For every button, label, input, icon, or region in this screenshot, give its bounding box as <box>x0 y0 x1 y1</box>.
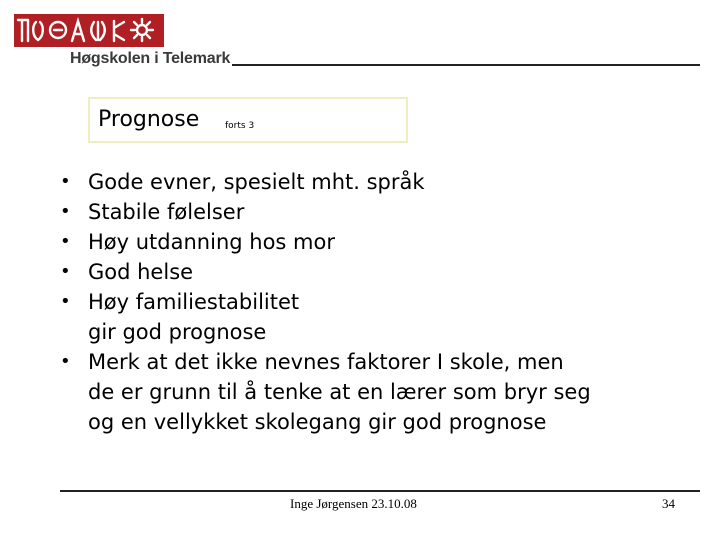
bullet-icon: • <box>60 261 71 282</box>
page-number: 34 <box>662 496 675 511</box>
slide-title: Prognose <box>98 107 200 132</box>
bullet-list <box>60 167 700 437</box>
bullet-icon: • <box>60 171 71 192</box>
list-item <box>60 167 700 197</box>
bullet-icon: • <box>60 231 71 252</box>
bullet-text-continuation: og en vellykket skolegang gir god prognose <box>88 410 547 434</box>
bullet-icon: • <box>60 351 71 372</box>
bullet-text: Merk at det ikke nevnes faktorer I skole, men <box>88 350 564 374</box>
list-item <box>60 257 700 287</box>
bullet-text: Gode evner, spesielt mht. språk <box>88 170 425 194</box>
bullet-icon: • <box>60 291 71 312</box>
institution-name: Høgskolen i Telemark <box>70 50 231 67</box>
bullet-icon: • <box>60 201 71 222</box>
bullet-text: Høy familiestabilitet <box>88 290 300 314</box>
header-divider <box>232 64 700 66</box>
runic-glyphs-logo-icon <box>14 14 164 47</box>
slide-title-box <box>88 97 408 143</box>
bullet-text: Høy utdanning hos mor <box>88 230 335 254</box>
footer-divider <box>60 490 700 492</box>
list-item <box>60 197 700 227</box>
list-item <box>60 347 700 437</box>
list-item <box>60 227 700 257</box>
bullet-text-continuation: gir god prognose <box>88 320 267 344</box>
list-item <box>60 287 700 347</box>
bullet-text-continuation: de er grunn til å tenke at en lærer som bryr seg <box>88 380 591 404</box>
bullet-text: Stabile følelser <box>88 200 245 224</box>
slide-title-suffix: forts 3 <box>225 121 255 131</box>
bullet-text: God helse <box>88 260 194 284</box>
footer-author-date: Inge Jørgensen 23.10.08 <box>290 496 417 511</box>
